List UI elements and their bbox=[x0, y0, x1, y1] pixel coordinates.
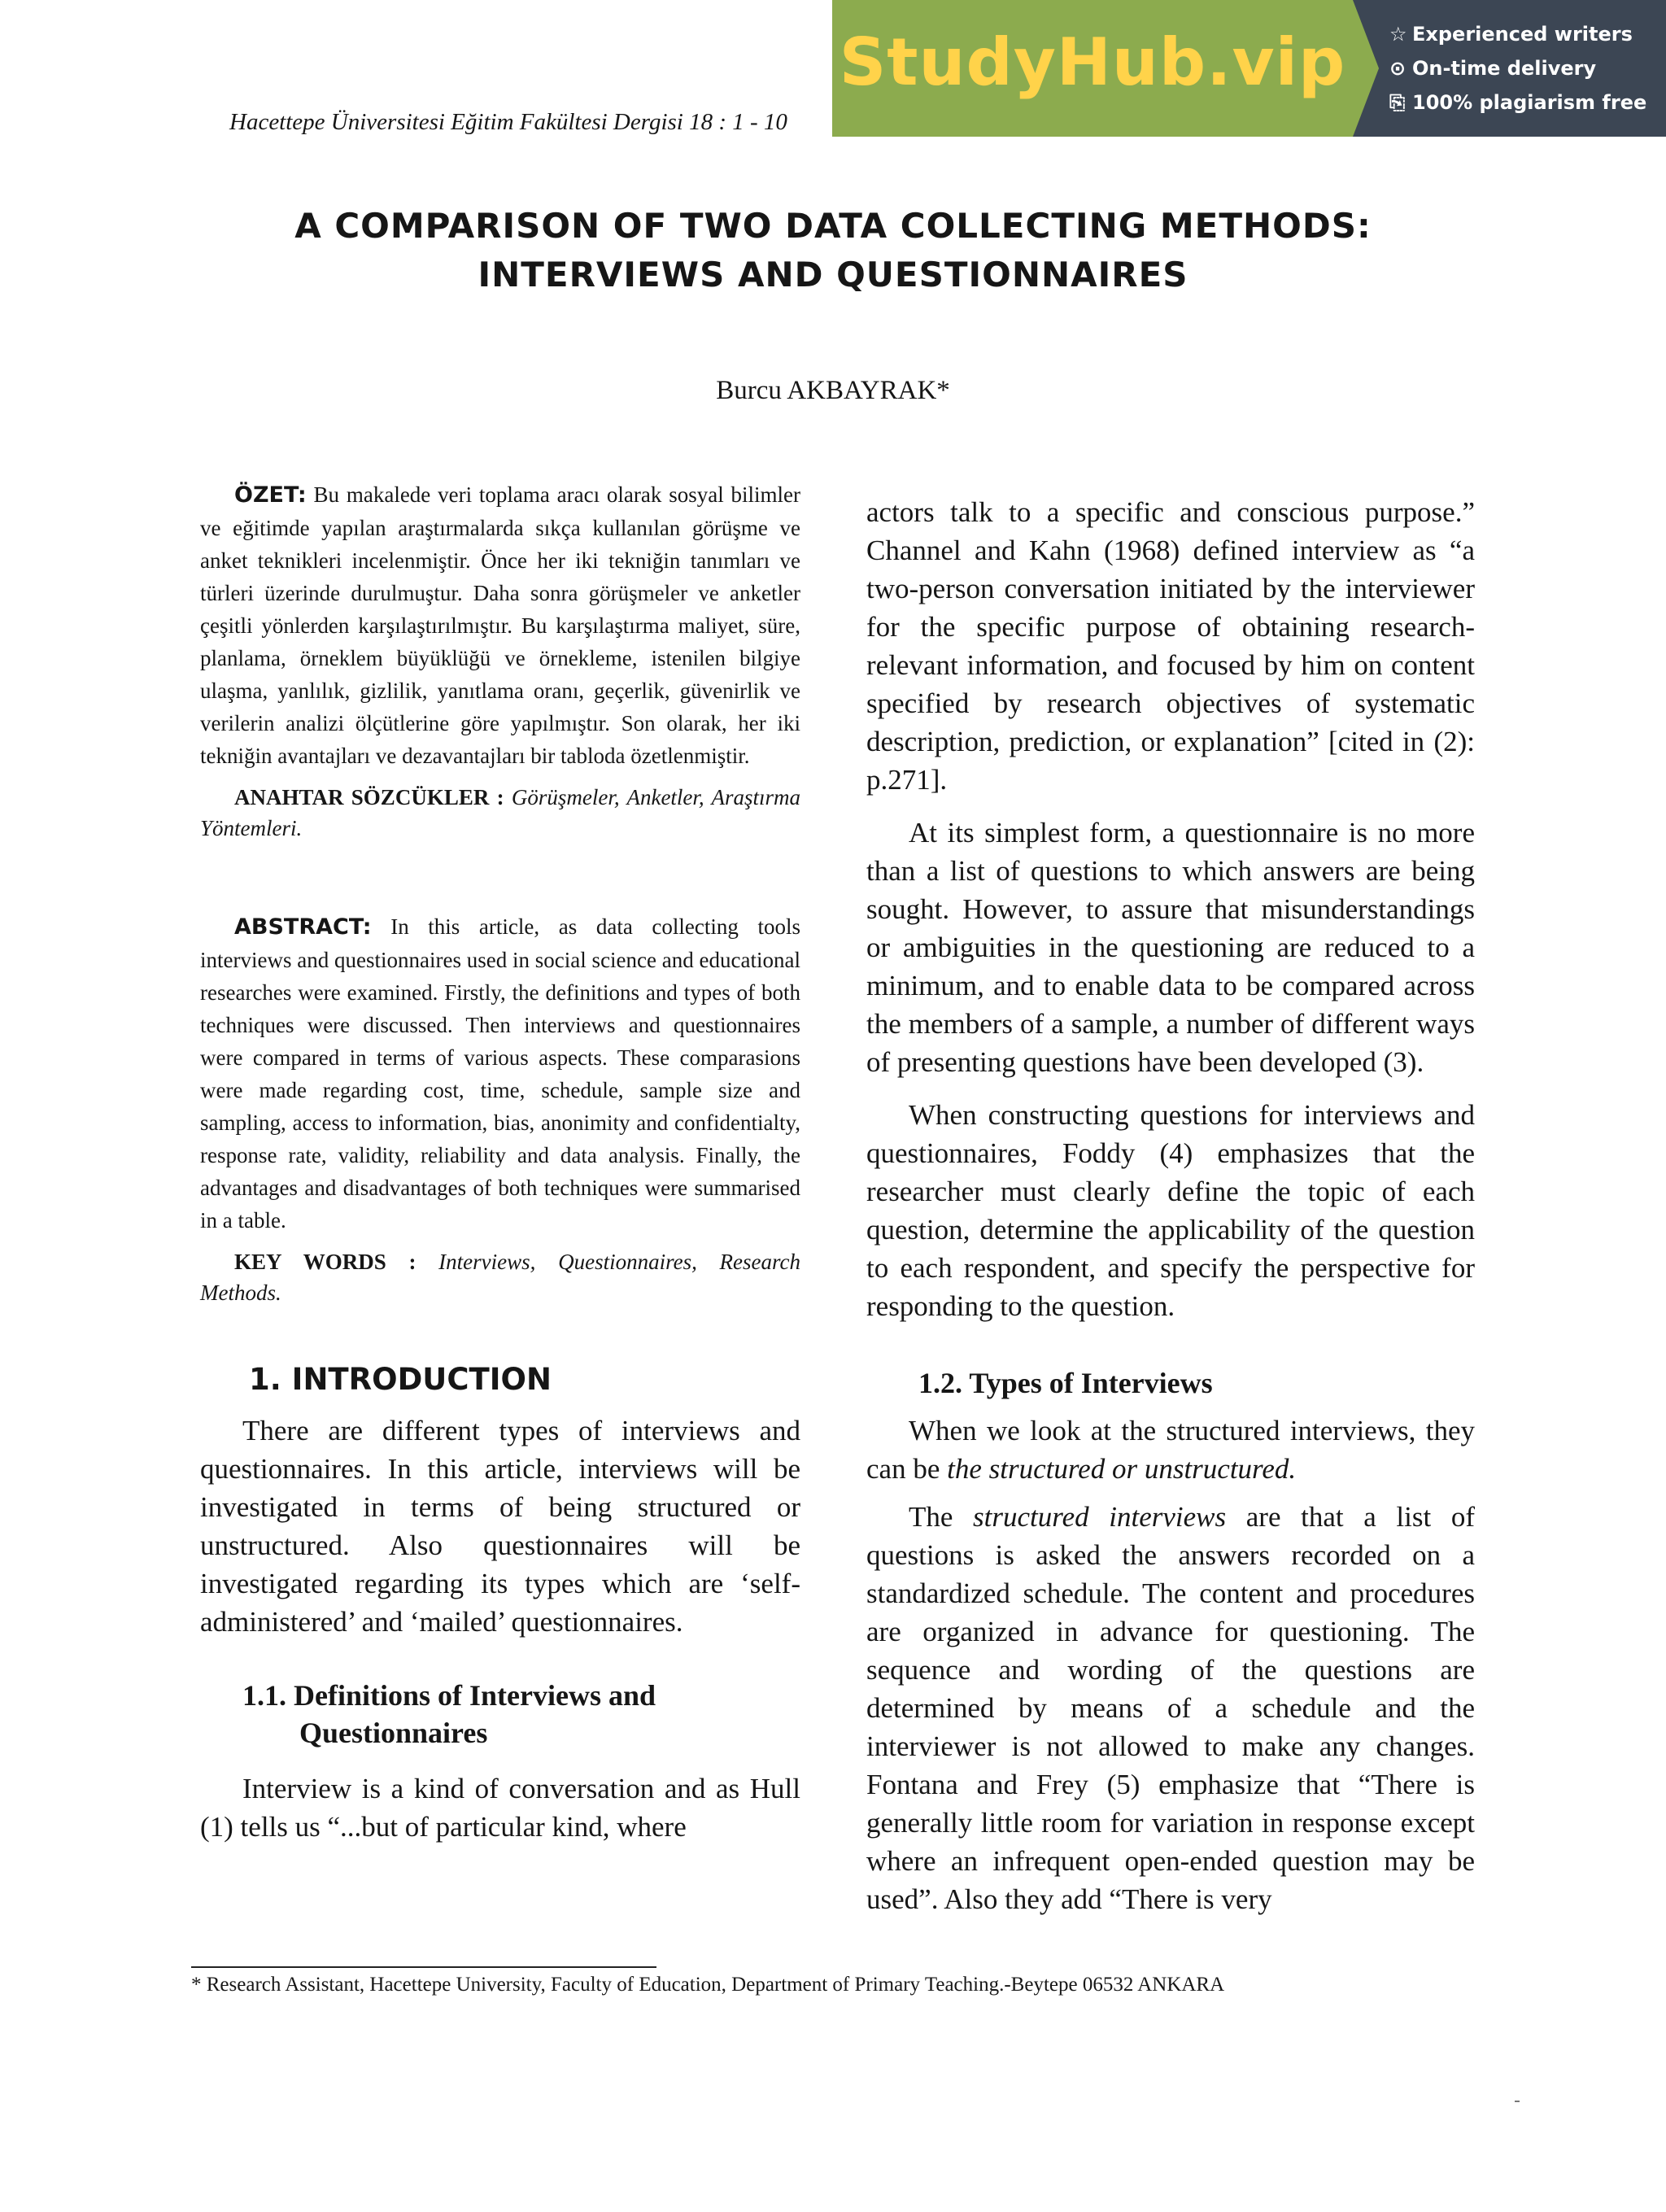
author-name: Burcu AKBAYRAK* bbox=[716, 376, 950, 405]
feature-plagiarism-free: ⎘ 100% plagiarism free bbox=[1389, 91, 1647, 114]
title-line-1: A COMPARISON OF TWO DATA COLLECTING METHODS: bbox=[294, 206, 1372, 246]
abstract-text: In this article, as data collecting tools interviews and questionnaires used in social science and educational researches were examined. Firstly, the definitions and types of both techniques were discussed. Then interviews and questionnaires were compared in terms of various aspects. These comparasions were made regarding cost, time, schedule, sample size and sampling, access to information, bias, anonimity and confidentialty, response rate, validity, reliability and data analysis. Finally, the advantages and disadvantages of both techniques were summarised in a table. bbox=[200, 914, 800, 1233]
left-column bbox=[200, 478, 800, 1846]
clock-icon: ⊙ bbox=[1389, 57, 1407, 80]
banner-ad[interactable] bbox=[832, 0, 1353, 137]
footnote-rule bbox=[191, 1966, 656, 1968]
anahtar-text: Görüşmeler, Anketler, Araştırma Yöntemleri. bbox=[200, 785, 801, 840]
journal-header: Hacettepe Üniversitesi Eğitim Fakültesi Dergisi 18 : 1 - 10 bbox=[229, 109, 787, 135]
title-line-2: INTERVIEWS AND QUESTIONNAIRES bbox=[478, 255, 1188, 294]
introduction-paragraph: There are different types of interviews and questionnaires. In this article, interviews will be investigated in terms of being structured or unstructured. Also questionnaires will be investigated regarding its types which are ‘self-administered’ and ‘mailed’ questionnaires. bbox=[200, 1415, 800, 1638]
introduction-heading: 1. INTRODUCTION bbox=[249, 1362, 552, 1397]
feature-on-time-delivery: ⊙ On-time delivery bbox=[1389, 57, 1597, 80]
right-column bbox=[866, 493, 1475, 1918]
paper-title bbox=[0, 202, 1666, 299]
definitions-paragraph: Interview is a kind of conversation and as Hull (1) tells us “...but of particular kind, where bbox=[200, 1773, 800, 1843]
right-paragraph-2: At its simplest form, a questionnaire is no more than a list of questions to which answers are being sought. However, to assure that misunderstandings or ambiguities in the questioning are reduced to a minimum, and to enable data to be compared across the members of a sample, a number of different ways of presenting questions have been developed (3). bbox=[866, 817, 1475, 1078]
scan-mark bbox=[1515, 2101, 1520, 2102]
document-icon: ⎘ bbox=[1389, 91, 1406, 114]
types-of-interviews-heading: 1.2. Types of Interviews bbox=[918, 1367, 1213, 1399]
right-paragraph-5: The structured interviews are that a list of questions is asked the answers recorded on a standardized schedule. The content and procedures are organized in advance for questioning. The sequence and wording of the questions are determined by means of a schedule and the interviewer is not allowed to make any changes. Fontana and Frey (5) emphasize that “There is generally little room for variation in response except where an infrequent open-ended question may be used”. Also they add “There is very bbox=[866, 1501, 1475, 1915]
ozet-paragraph bbox=[200, 478, 800, 772]
right-paragraph-1: actors talk to a specific and conscious purpose.” Channel and Kahn (1968) defined interview as “a two-person conversation initiated by the interviewer for the specific purpose of obtaining research-relevant information, and focused by him on content specified by research objectives of systematic description, prediction, or explanation” [cited in (2): p.271]. bbox=[866, 496, 1475, 796]
feature-experienced-writers: ☆ Experienced writers bbox=[1389, 23, 1633, 46]
key-words bbox=[200, 1246, 800, 1308]
studyhub-logo[interactable]: StudyHub.vip bbox=[839, 24, 1346, 100]
ozet-label: ÖZET: bbox=[234, 482, 307, 508]
star-icon: ☆ bbox=[1389, 23, 1407, 46]
footnote: * Research Assistant, Hacettepe University, Faculty of Education, Department of Primary Teaching.-Beytepe 06532 ANKARA bbox=[191, 1974, 1225, 1996]
key-words-label: KEY WORDS : bbox=[234, 1250, 416, 1274]
anahtar-sozcukler bbox=[200, 782, 800, 844]
right-paragraph-4: When we look at the structured interviews, they can be the structured or unstructured. bbox=[866, 1415, 1475, 1485]
banner-arrow bbox=[1353, 0, 1379, 137]
right-paragraph-3: When constructing questions for interviews and questionnaires, Foddy (4) emphasizes that the researcher must clearly define the topic of each question, determine the applicability of the question to each respondent, and specify the perspective for responding to the question. bbox=[866, 1099, 1475, 1322]
abstract-paragraph bbox=[200, 910, 800, 1237]
definitions-heading: 1.1. Definitions of Interviews and Questionnaires bbox=[242, 1679, 656, 1749]
ozet-text: Bu makalede veri toplama aracı olarak sosyal bilimler ve eğitimde yapılan araştırmalarda sıkça kullanılan görüşme ve anket teknikleri incelenmiştir. Önce her iki tekniğin tanımları ve türleri üzerinde durulmuştur. Daha sonra görüşmeler ve anketler çeşitli yönlerden karşılaştırılmıştır. Bu karşılaştırma maliyet, süre, planlama, örneklem büyüklüğü ve örnekleme, istenilen bilgiye ulaşma, yanlılık, gizlilik, yanıtlama oranı, geçerlik, güvenirlik ve verilerin analizi ölçütlerine göre yapılmıştır. Son olarak, her iki tekniğin avantajları ve dezavantajları bir tabloda özetlenmiştir. bbox=[200, 482, 800, 768]
anahtar-label: ANAHTAR SÖZCÜKLER : bbox=[234, 785, 504, 809]
abstract-label: ABSTRACT: bbox=[234, 914, 372, 940]
banner-features-panel[interactable] bbox=[1353, 0, 1666, 137]
key-words-text: Interviews, Questionnaires, Research Methods. bbox=[200, 1250, 801, 1305]
